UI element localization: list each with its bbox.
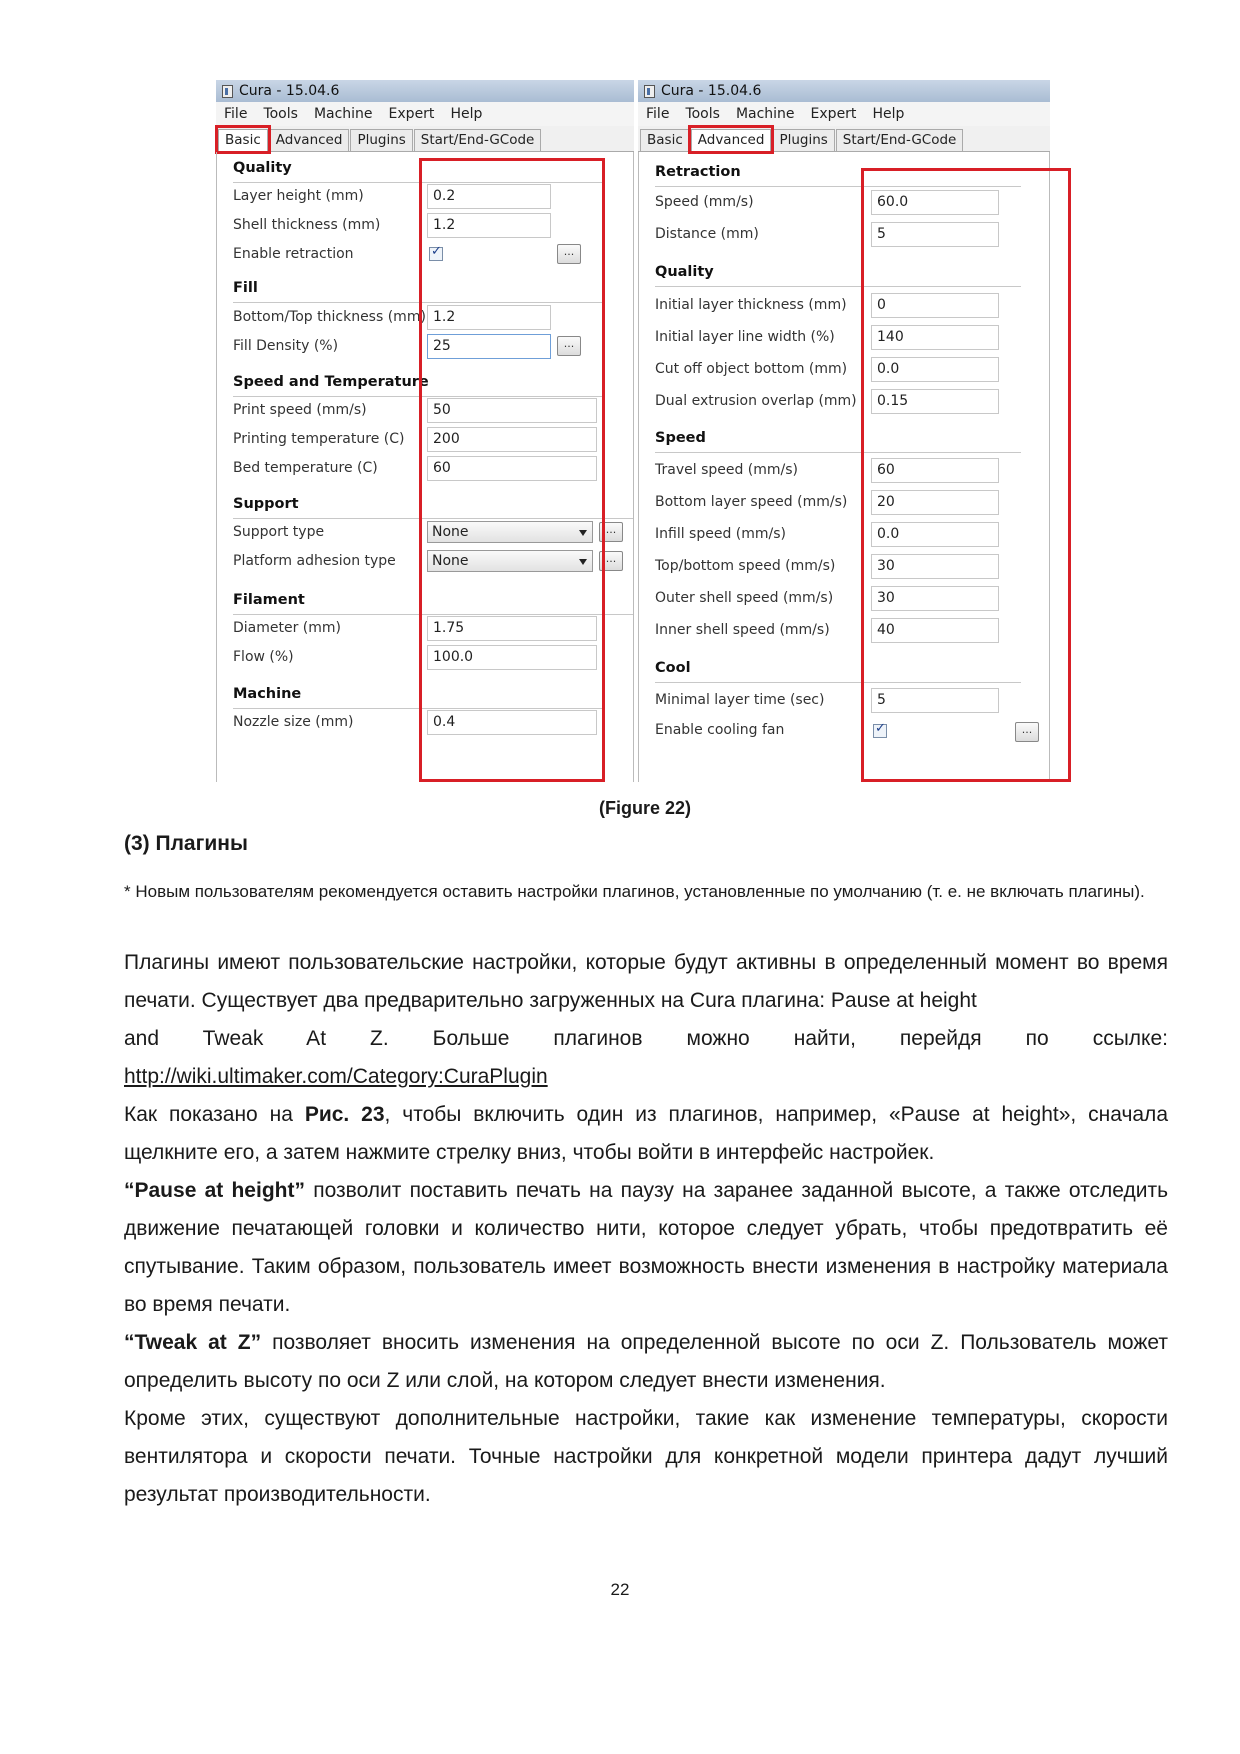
label-retraction-speed: Speed (mm/s) <box>655 194 754 210</box>
label-minimal-layer-time: Minimal layer time (sec) <box>655 692 825 708</box>
label-outer-shell-speed: Outer shell speed (mm/s) <box>655 590 834 606</box>
advanced-settings-panel <box>638 152 1050 782</box>
section-retraction: Retraction <box>655 164 741 180</box>
support-type-select[interactable] <box>427 521 593 543</box>
section-divider <box>233 708 603 709</box>
section-cool: Cool <box>655 660 691 676</box>
label-dual-extrusion-overlap: Dual extrusion overlap (mm) <box>655 393 857 409</box>
section-filament: Filament <box>233 592 305 608</box>
label-support-type: Support type <box>233 524 325 540</box>
label-retraction-distance: Distance (mm) <box>655 226 759 242</box>
bed-temperature-input[interactable]: 60 <box>427 456 597 481</box>
tweak-at-z-term: “Tweak at Z” <box>124 1331 262 1354</box>
cooling-options-button[interactable]: ... <box>1015 722 1039 742</box>
menu-bar <box>216 102 634 126</box>
diameter-input[interactable]: 1.75 <box>427 616 597 641</box>
section-speed: Speed <box>655 430 706 446</box>
tab-start-end-gcode[interactable]: Start/End-GCode <box>836 129 964 151</box>
paragraph-plugins-intro <box>124 944 1168 1096</box>
tab-start-end-gcode[interactable]: Start/End-GCode <box>414 129 542 151</box>
outer-shell-speed-input[interactable]: 30 <box>871 586 999 611</box>
platform-adhesion-select[interactable] <box>427 550 593 572</box>
basic-settings-panel <box>216 152 634 782</box>
cura-window-advanced <box>638 80 1050 782</box>
label-enable-retraction: Enable retraction <box>233 246 354 262</box>
fill-options-button[interactable]: ... <box>557 336 581 356</box>
section-divider <box>233 302 603 303</box>
section-divider <box>655 286 1021 287</box>
section-divider <box>655 682 1021 683</box>
label-inner-shell-speed: Inner shell speed (mm/s) <box>655 622 830 638</box>
chevron-down-icon <box>579 530 587 536</box>
section-heading: (3) Плагины <box>124 832 248 855</box>
label-shell-thickness: Shell thickness (mm) <box>233 217 381 233</box>
curaplugin-link[interactable]: http://wiki.ultimaker.com/Category:CuraPlugin <box>124 1065 548 1088</box>
title-bar <box>216 80 634 102</box>
label-print-speed: Print speed (mm/s) <box>233 402 367 418</box>
tab-plugins[interactable]: Plugins <box>772 129 834 151</box>
shell-thickness-input[interactable]: 1.2 <box>427 213 551 238</box>
support-options-button[interactable]: ... <box>599 522 623 542</box>
inner-shell-speed-input[interactable]: 40 <box>871 618 999 643</box>
tab-basic[interactable]: Basic <box>640 129 690 151</box>
tab-bar <box>638 126 1050 152</box>
section-machine: Machine <box>233 686 302 702</box>
chevron-down-icon <box>579 559 587 565</box>
fill-density-input[interactable]: 25 <box>427 334 551 359</box>
pause-at-height-text: позволит поставить печать на паузу на заранее заданной высоте, а также отследить движение печатающей головки и количество нити, которое следует убрать, чтобы предотвратить её спутывание. Таким образом, пользователь имеет возможность внести изменения в настройку материала во время печати. <box>124 1179 1169 1316</box>
label-flow: Flow (%) <box>233 649 294 665</box>
title-bar <box>638 80 1050 102</box>
label-initial-layer-width: Initial layer line width (%) <box>655 329 835 345</box>
paragraph-pause-at-height <box>124 1172 1168 1324</box>
paragraph-additional-settings: Кроме этих, существуют дополнительные настройки, такие как изменение температуры, скорости вентилятора и скорости печати. Точные настройки для конкретной модели принтера дадут лучший результат производительности. <box>124 1407 1168 1506</box>
print-speed-input[interactable]: 50 <box>427 398 597 423</box>
section-divider <box>233 396 603 397</box>
platform-adhesion-value: None <box>432 553 469 569</box>
label-platform-adhesion: Platform adhesion type <box>233 553 396 569</box>
bottom-layer-speed-input[interactable]: 20 <box>871 490 999 515</box>
menu-machine[interactable]: Machine <box>735 106 795 122</box>
cut-off-bottom-input[interactable]: 0.0 <box>871 357 999 382</box>
enable-retraction-checkbox[interactable] <box>429 247 443 261</box>
menu-tools[interactable]: Tools <box>685 106 720 122</box>
paragraph-figure-post: , чтобы включить один из плагинов, например, «Pause at height», сначала щелкните его, а затем нажмите стрелку вниз, чтобы войти в интерфейс настройек. <box>124 1103 1168 1164</box>
enable-cooling-fan-checkbox[interactable] <box>873 724 887 738</box>
label-bed-temperature: Bed temperature (C) <box>233 460 378 476</box>
flow-input[interactable]: 100.0 <box>427 645 597 670</box>
menu-expert[interactable]: Expert <box>810 106 857 122</box>
label-bottom-top-thickness: Bottom/Top thickness (mm) <box>233 309 426 325</box>
label-diameter: Diameter (mm) <box>233 620 342 636</box>
infill-speed-input[interactable]: 0.0 <box>871 522 999 547</box>
label-fill-density: Fill Density (%) <box>233 338 339 354</box>
section-speed-temperature: Speed and Temperature <box>233 374 429 390</box>
bottom-top-thickness-input[interactable]: 1.2 <box>427 305 551 330</box>
support-type-value: None <box>432 524 469 540</box>
section-divider <box>655 186 1021 187</box>
menu-machine[interactable]: Machine <box>313 106 373 122</box>
section-support: Support <box>233 496 299 512</box>
nozzle-size-input[interactable]: 0.4 <box>427 710 597 735</box>
note-paragraph: * Новым пользователям рекомендуется оставить настройки плагинов, установленные по умолчанию (т. е. не включать плагины). <box>124 882 1145 901</box>
layer-height-input[interactable]: 0.2 <box>427 184 551 209</box>
tab-plugins[interactable]: Plugins <box>350 129 412 151</box>
top-bottom-speed-input[interactable]: 30 <box>871 554 999 579</box>
printing-temperature-input[interactable]: 200 <box>427 427 597 452</box>
tweak-at-z-text: позволяет вносить изменения на определенной высоте по оси Z. Пользователь может определить высоту по оси Z или слой, на котором следует внести изменения. <box>124 1331 1168 1392</box>
label-travel-speed: Travel speed (mm/s) <box>655 462 799 478</box>
label-initial-layer-thickness: Initial layer thickness (mm) <box>655 297 847 313</box>
page-number: 22 <box>610 1580 630 1599</box>
window-title: Cura - 15.04.6 <box>239 83 340 99</box>
label-infill-speed: Infill speed (mm/s) <box>655 526 787 542</box>
retraction-distance-input[interactable]: 5 <box>871 222 999 247</box>
tab-bar <box>216 126 634 152</box>
cura-app-icon <box>222 85 233 98</box>
dual-extrusion-overlap-input[interactable]: 0.15 <box>871 389 999 414</box>
menu-file[interactable]: File <box>646 106 670 122</box>
retraction-speed-input[interactable]: 60.0 <box>871 190 999 215</box>
paragraph-figure-ref <box>124 1096 1168 1172</box>
menu-help[interactable]: Help <box>450 106 483 122</box>
label-nozzle-size: Nozzle size (mm) <box>233 714 354 730</box>
adhesion-options-button[interactable]: ... <box>599 551 623 571</box>
menu-bar <box>638 102 1050 126</box>
paragraph-plugins-text: Плагины имеют пользовательские настройки, которые будут активны в определенный момент во время печати. Существует два предварительно загруженных на Cura плагина: Pause at height <box>124 951 1168 1012</box>
menu-help[interactable]: Help <box>872 106 905 122</box>
menu-expert[interactable]: Expert <box>388 106 435 122</box>
paragraph-plugins-text-2: and Tweak At Z. Больше плагинов можно найти, перейдя по ссылке: <box>124 1027 1168 1050</box>
initial-layer-width-input[interactable]: 140 <box>871 325 999 350</box>
paragraph-figure-pre: Как показано на <box>124 1103 305 1126</box>
section-divider <box>233 614 633 615</box>
cura-window-basic <box>216 80 634 782</box>
initial-layer-thickness-input[interactable]: 0 <box>871 293 999 318</box>
window-title: Cura - 15.04.6 <box>661 83 762 99</box>
cura-app-icon <box>644 85 655 98</box>
section-quality: Quality <box>655 264 714 280</box>
tab-advanced[interactable]: Advanced <box>269 129 350 151</box>
retraction-options-button[interactable]: ... <box>557 244 581 264</box>
label-bottom-layer-speed: Bottom layer speed (mm/s) <box>655 494 848 510</box>
travel-speed-input[interactable]: 60 <box>871 458 999 483</box>
menu-tools[interactable]: Tools <box>263 106 298 122</box>
section-fill: Fill <box>233 280 258 296</box>
tab-basic[interactable]: Basic <box>218 129 268 151</box>
section-divider <box>233 518 633 519</box>
pause-at-height-term: “Pause at height” <box>124 1179 305 1202</box>
paragraph-tweak-at-z <box>124 1324 1168 1400</box>
section-divider <box>233 182 603 183</box>
section-quality: Quality <box>233 160 292 176</box>
label-top-bottom-speed: Top/bottom speed (mm/s) <box>655 558 836 574</box>
label-layer-height: Layer height (mm) <box>233 188 364 204</box>
menu-file[interactable]: File <box>224 106 248 122</box>
label-enable-cooling-fan: Enable cooling fan <box>655 722 785 738</box>
section-divider <box>655 452 1021 453</box>
figure-caption: (Figure 22) <box>598 798 691 818</box>
label-printing-temperature: Printing temperature (C) <box>233 431 405 447</box>
figure-ref: Рис. 23 <box>304 1103 385 1126</box>
minimal-layer-time-input[interactable]: 5 <box>871 688 999 713</box>
tab-advanced[interactable]: Advanced <box>691 129 772 151</box>
label-cut-off-bottom: Cut off object bottom (mm) <box>655 361 848 377</box>
